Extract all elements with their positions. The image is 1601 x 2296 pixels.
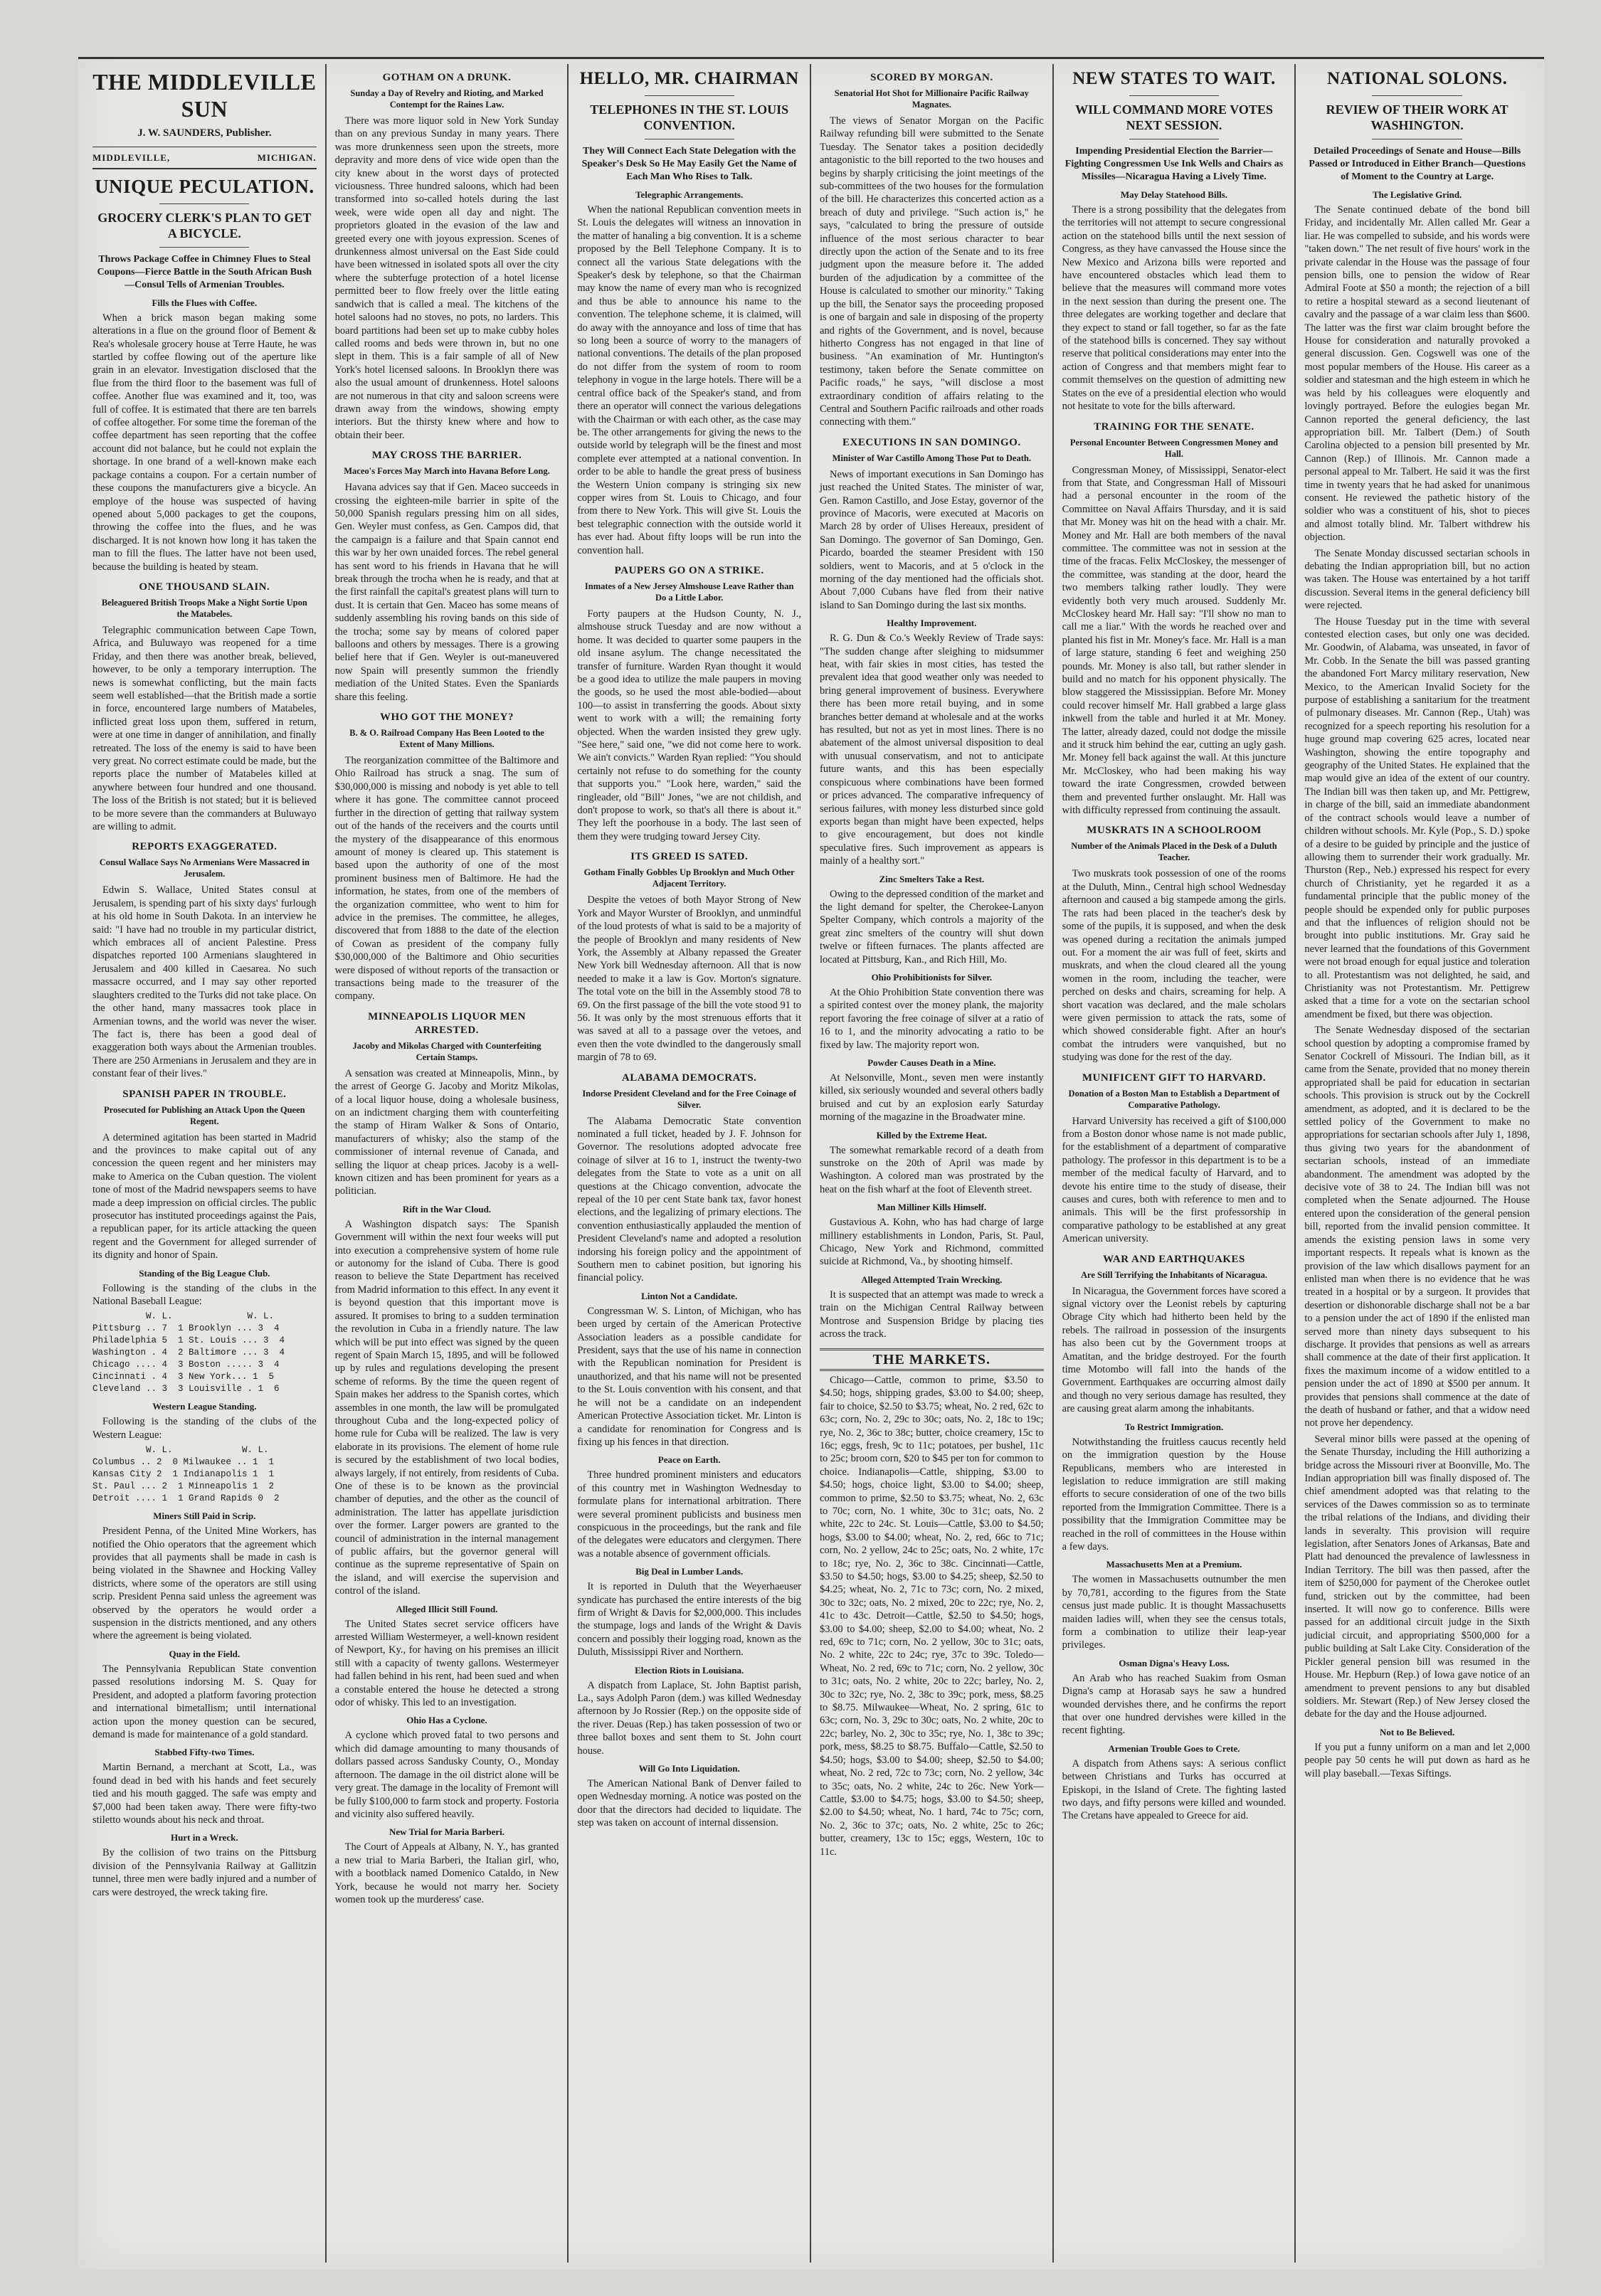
section-deck: Sunday a Day of Revelry and Rioting, and Marked Contempt for the Raines Law. bbox=[350, 88, 544, 110]
deck: They Will Connect Each State Delegation with the Speaker's Desk So He May Easily Get the Name of Each Man Who Rises to Talk. bbox=[581, 146, 797, 182]
section-heading: TRAINING FOR THE SENATE. bbox=[1094, 420, 1254, 433]
article-paragraph: Three hundred prominent ministers and educators of this country met in Washington Wednesday to formulate plans for international arbitration. There were several prominent publicists and business men conspicuous in the proceedings, but the rank and file of the delegates were educators and clergymen. There was a notable absence of government officials. bbox=[577, 1469, 801, 1560]
column-1 bbox=[84, 64, 327, 2263]
article-paragraph: There was more liquor sold in New York Sunday than on any previous Sunday in many years. There was more drunkenness seen upon the streets, more depravity and more dens of vice wide open than the city knew about in the worst days of protected viciousness. Three hundred saloons, which had been transformed into so-called hotels during the last week, were wide open all day and night. The proprietors gloated in the evasion of the law and greeted every one with joyous expression. Scenes of drunkenness almost universal on the East Side could have been witnessed in isolated spots all over the city where the subterfuge protection of a hotel license permitted beer to flow freely over the little eating sandwich that is called a meal. The kitchens of the hotel saloons had no stoves, no pots, no larders. This board partitions had been set up to make cubby holes called rooms and beds were thrown in, but no one slept in them. This is a fair sample of all of New York's hotel licensed saloons. In Brooklyn there was also the usual amount of drunkenness. Hotel saloons are not numerous in that city and saloon screens were drawn away from the windows, showing empty interiors. But the thirsty knew where and how to obtain their beer. bbox=[334, 115, 559, 441]
section-heading: Healthy Improvement. bbox=[887, 618, 977, 629]
section-heading: Massachusetts Men at a Premium. bbox=[1106, 1559, 1242, 1570]
section-heading: GOTHAM ON A DRUNK. bbox=[382, 72, 512, 83]
subheadline: WILL COMMAND MORE VOTES NEXT SESSION. bbox=[1075, 102, 1273, 132]
newspaper-name: THE MIDDLEVILLE SUN bbox=[93, 69, 317, 122]
section-deck: Personal Encounter Between Congressmen Money and Hall. bbox=[1069, 437, 1279, 459]
section-heading: Osman Digna's Heavy Loss. bbox=[1119, 1657, 1230, 1668]
section-deck: Jacoby and Mikolas Charged with Counterfeiting Certain Stamps. bbox=[352, 1040, 541, 1062]
section-deck: Beleaguered British Troops Make a Night Sortie Upon the Matabeles. bbox=[101, 597, 307, 619]
article-paragraph: Congressman W. S. Linton, of Michigan, who has been urged by certain of the American Protective Association leaders as a possible candidate for President, says that the use of his name in connection with the Republican nomination for President is unauthorized, and that his name will not be presented to the St. Louis convention with his consent, and that he will not be a candidate on an independent American Protective Association ticket. Mr. Linton is a candidate for renomination for Congress and is fixing up his fences in that direction. bbox=[577, 1305, 801, 1448]
article-paragraph: Two muskrats took possession of one of the rooms at the Duluth, Minn., Central high school Wednesday afternoon and caused a big stampede among the girls. The rats had been placed in the teacher's desk by some of the pupils, it is supposed, and when the desk was opened during a recitation the animals jumped out. For a moment the air was full of feet, skirts and muskrats, and when the cloud cleared all the young women in the room, including the teacher, were perched on desks and chairs, screaming for help. A short vacation was declared, and the male scholars were given permission to attack the rats, some of which showed considerable fight. After an hour's combat the intruders were vanquished, but no studying was done for the rest of the day. bbox=[1062, 868, 1286, 1064]
section-heading: Ohio Has a Cyclone. bbox=[406, 1715, 487, 1726]
section-heading: Western League Standing. bbox=[152, 1401, 257, 1412]
article-paragraph: Harvard University has received a gift of $100,000 from a Boston donor whose name is not made public, for the establishment of a department of comparative pathology. The professor in this department is to be a member of the medical faculty of Harvard, and to devote his entire time to the study of disease, their causes and cures, both with reference to men and to animals. This will be the first professorship in comparative pathology to be established at any great American university. bbox=[1062, 1115, 1286, 1245]
article-paragraph: The House Tuesday put in the time with several contested election cases, but only one was decided. Mr. Goodwin, of Alabama, was unseated, in favor of Mr. Cobb. In the Senate the bill was passed granting the abandoned Fort Marcy military reservation, New Mexico, to the American Invalid Society for the purpose of establishing a sanitarium for the treatment of pulmonary diseases. Mr. Cannon (Rep., Utah) was recognized for a speech reporting his resolution for a huge ground map covering 625 acres, located near Washington, showing the entire topography and geography of the United States. He explained that the map would give an idea of the extent of our country. The Indian bill was then taken up, and Mr. Pettigrew, in charge of the bill, said an immediate abandonment of the contract schools would leave a number of children without schools. Mr. Kyle (Pop., S. D.) spoke of a desire to be guided by principle and the justice of allowing them to surrender their work gradually. Mr. Thurston (Rep., Neb.) expressed his respect for every church of Christianity, yet he regarded it as a fundamental principle that the public money of the people should be expended only for public purposes and that the influences of religion should not be brought into public institutions. Mr. Gray said he never learned that the foundations of this Government were not broad enough for equal justice and toleration to all. Protestantism was not delighted, he said, and Christianity was not Protestantism. Mr. Pettigrew asked that a time for a vote on the sectarian school amendment be fixed, but there was objection. bbox=[1304, 615, 1530, 1020]
article-paragraph: The reorganization committee of the Baltimore and Ohio Railroad has struck a snag. The sum of $30,000,000 is missing and nobody is yet able to tell where it has gone. The committee cannot proceed further in the direction of getting that railway system out of the hands of the receivers and the courts until the mystery of the disappearance of this enormous amount of money is cleared up. This statement is based upon the authority of one of the most prominent business men of Baltimore. He had the information, he states, from one of the members of the organization committee, who went to him for advice in the premises. The committee, he alleges, discovered that from 1888 to the date of the election of Cowan as president of the company fully $30,000,000 of the Baltimore and Ohio securities were disposed of without reports of the transaction or transactions being made to the treasurer of the company. bbox=[334, 755, 559, 1002]
subheadline: TELEPHONES IN THE ST. LOUIS CONVENTION. bbox=[590, 102, 789, 132]
section-deck: Maceo's Forces May March into Havana Before Long. bbox=[344, 466, 550, 477]
article-paragraph: In Nicaragua, the Government forces have scored a signal victory over the Leonist rebels by capturing Obrage City which had hitherto been held by the rebels. The railroad in possession of the insurgents has also been cut by the Government troops at Amatitan, and the bridge destroyed. For the fourth time Motombo will fall into the hands of the Government. Earthquakes are occurring almost daily and though no very serious damage has resulted, they are causing great alarm among the inhabitants. bbox=[1062, 1285, 1286, 1415]
article-paragraph: News of important executions in San Domingo has just reached the United States. The minister of war, Gen. Ramon Castillo, and Jose Estay, governor of the province of Macoris, were executed at Macoris on March 28 by order of Ulises Hereaux, president of San Domingo. The governor of San Domingo, Gen. Picardo, boarded the steamer President with 150 soldiers, went to Macoris, and at 5 o'clock in the morning of the day mentioned had the officials shot. About 7,000 Cubans have fled from their native island to San Domingo during the last six months. bbox=[819, 468, 1044, 611]
article-paragraph: Several minor bills were passed at the opening of the Senate Thursday, including the Hill authorizing a bridge across the Missouri river at Boonville, Mo. The Indian appropriation bill was finally disposed of. The chief amendment adopted was that relating to the services of the Dawes commission so as to terminate the tribal relations of the Indians, and dividing their lands in severalty. This provision will require legislation, after Senators Jones of Arkansas, Bate and Platt had denounced the prevalence of lawlessness in Indian Territory. The bill was then passed, after the item of $250,000 for payment of the Cherokee outlet fund, stricken out by the committee, had been inserted. It will now go to conference. Bills were passed for an additional circuit judge in the Sixth judicial circuit, and appropriating $500,000 for a public building at Salt Lake City. Consideration of the Pickler general pension bill was resumed in the House. Mr. Hepburn (Rep.) of Iowa gave notice of an amendment to prevent pensions to any but disabled soldiers. Mr. Stewart (Rep.) of New Jersey closed the debate for the day and the House adjourned. bbox=[1304, 1433, 1530, 1720]
section-deck: Minister of War Castillo Among Those Put to Death. bbox=[832, 453, 1031, 463]
column-3 bbox=[569, 64, 811, 2263]
section-deck: Donation of a Boston Man to Establish a Department of Comparative Pathology. bbox=[1068, 1088, 1280, 1110]
headline: HELLO, MR. CHAIRMAN bbox=[579, 69, 799, 88]
article-paragraph: The Senate continued debate of the bond bill Friday, and incidentally Mr. Allen called Mr. Gear a liar. He was compelled to subside, and his words were "taken down." The net result of five hours' work in the private calendar in the House was the passage of four pension bills, one to pension the widow of Rear Admiral Foote at $50 a month; the rejection of a bill to retire a hospital steward as a second lieutenant of cavalry and the passage of a war claim less than $600. The latter was the first war claim brought before the House for consideration and naturally provoked a general discussion. Gen. Cogswell was one of the most popular members of the House. His career as a soldier and statesman and the high esteem in which he was held by his colleagues were eloquently and lovingly portrayed. Before the eulogies began Mr. Cannon reported the general deficiency, the last appropriation bill. Mr. Talbert (Dem.) of South Carolina objected to a pension bill presented by Mr. Cannon (Rep.) of Illinois. Mr. Cannon made a personal appeal to Mr. Talbert. He said it was the first time in twenty years that he had asked for unanimous consent. He reviewed the pathetic history of the soldier who was a constituent of his, shot to pieces and almost totally blind. Mr. Talbert withdrew his objection. bbox=[1304, 204, 1530, 544]
publisher-line: J. W. SAUNDERS, Publisher. bbox=[137, 127, 272, 139]
article-paragraph: It is reported in Duluth that the Weyerhaeuser syndicate has purchased the entire interests of the big firm of Wright & Davis for $2,000,000. This includes the stumpage, logs and lands of the Wright & Davis concern and possibly their logging road, known as the Duluth, Mississippi River and Northern. bbox=[577, 1581, 801, 1658]
article-paragraph: The views of Senator Morgan on the Pacific Railway refunding bill were submitted to the Senate Tuesday. The Senator takes a position decidedly antagonistic to the bill reported to the two houses and begins by sharply criticising the joint meetings of the sub-committees of the two houses for the formulation of the bill. He characterizes this concerted action as a breach of duty and privilege. "Such action is," he says, "calculated to bring the pressure of outside influence of the most serious character to bear directly upon the action of the Senate and to its free judgment upon the measure before it. The added burden of the adjudication by a committee of the House is calculated to smother our minority." Taking up the bill, the Senator says the proceeding proposed is one of bargain and sale in disposing of the property and rights of the Government, and is novel, because hitherto Congress has not engaged in that line of business. "An examination of Mr. Huntington's testimony, taken before the Senate committee on Pacific roads," he says, "will disclose a most extraordinary condition of affairs relating to the Central and Southern Pacific railroads and other roads connecting with them." bbox=[819, 115, 1044, 428]
section-heading: EXECUTIONS IN SAN DOMINGO. bbox=[842, 436, 1021, 448]
section-heading: SPANISH PAPER IN TROUBLE. bbox=[122, 1088, 287, 1100]
article-paragraph: The American National Bank of Denver failed to open Wednesday morning. A notice was posted on the door that the directors had decided to liquidate. The step was taken on account of internal dissension. bbox=[577, 1778, 801, 1829]
section-heading: SCORED BY MORGAN. bbox=[870, 72, 993, 83]
deck: Impending Presidential Election the Barrier—Fighting Congressmen Use Ink Wells and Chairs as Missiles—Nicaragua Having a Lively Time. bbox=[1064, 146, 1284, 182]
headline: NATIONAL SOLONS. bbox=[1326, 69, 1508, 88]
section-heading: Miners Still Paid in Scrip. bbox=[153, 1511, 256, 1522]
article-paragraph: Following is the standing of the clubs in the National Baseball League: bbox=[93, 1282, 317, 1307]
section-deck: Senatorial Hot Shot for Millionaire Pacific Railway Magnates. bbox=[834, 88, 1029, 110]
article-paragraph: Congressman Money, of Mississippi, Senator-elect from that State, and Congressman Hall of Missouri had a personal encounter in the room of the Committee on Naval Affairs Thursday, and it is said that Mr. Money was hit on the head with a chair. Mr. Money and Mr. Hall are both members of the naval committee. The committee was not in session at the time of the fracas. Felix McCloskey, the messenger of the committee, was standing at the door, heard the two members talking rather loudly. They were evidently both very much aroused. Suddenly Mr. McCloskey heard Mr. Hall say: "I'll show no man to call me a liar." With the words he reached over and planted his fist in Mr. Money's face. Mr. Hall is a man of large stature, standing 6 feet and weighing 250 pounds. Mr. Money is also tall, but rather slender in build and no match for his opponent physically. The blow staggered the Mississippian. Before Mr. Money could recover himself Mr. Hall grabbed a large glass inkwell from the table and hurled it at Mr. Money. The latter, already dazed, could not dodge the missile and it struck him behind the ear, cutting an ugly gash. Mr. Money fell back against the wall. At this juncture Mr. McCloskey, who had been making his way toward the irate Congressmen, crowded between them and prevented further onslaught. Mr. Hall was with difficulty repressed from continuing the assault. bbox=[1062, 464, 1286, 817]
section-heading: To Restrict Immigration. bbox=[1124, 1421, 1224, 1432]
section-heading: Telegraphic Arrangements. bbox=[635, 189, 744, 200]
article-paragraph: Despite the vetoes of both Mayor Strong of New York and Mayor Wurster of Brooklyn, and unmindful of the loud protests of what is said to be a majority of the people of Brooklyn and many residents of New York, the Assembly at Albany repassed the Greater New York bill Wednesday afternoon. All that is now needed to make it a law is Gov. Morton's signature. The total vote on the bill in the Assembly stood 78 to 69. On the first passage of the bill the vote stood 91 to 56. It was only by the most strenuous efforts that it was saved at all to a passage over the vetoes, and even then the vote dwindled to the dangerously small margin of 78 to 69. bbox=[577, 894, 801, 1064]
divider bbox=[1129, 95, 1219, 96]
article-paragraph: The Senate Wednesday disposed of the sectarian school question by adopting a compromise framed by Senator Cockrell of Missouri. The Indian bill, as it came from the Senate, provided that no money therein appropriated shall be paid for education in sectarian schools. This provision is struck out by the Cockrell amendment, as adopted, and it is declared to be the settled policy of the Government to make no appropriations for sectarian schools after July 1, 1898, thus giving two years for the abandonment of sectarian schools, instead of an immediate abandonment. The amendment was adopted by the decisive vote of 38 to 24. The Indian bill was not completed when the Senate adjourned. The House entered upon the consideration of the general pension bill, reported from the invalid pension committee. It amends the existing pension laws in some very important respects. It repeals what is known as the provision of the law which disallows payment for an enlisted man when there is no evidence that he was treated in a hospital or by a surgeon. It provides that desertion or dishonorable discharge shall not be a bar to a pension under the act of 1890 if the enlisted man served more than ninety days subsequent to his discharge. It provides that pensions as well as arrears shall commence at the date of their first application. It fixes the maximum income of a widow entitled to a pension under the act of 1890 at $500 per annum. It provides that pensions shall commence at the date of the death of husband or father, and that a widow need not prove her dependency. bbox=[1304, 1025, 1530, 1429]
section-heading: WHO GOT THE MONEY? bbox=[379, 711, 514, 724]
section-heading: Rift in the War Cloud. bbox=[402, 1203, 492, 1215]
article-paragraph: President Penna, of the United Mine Workers, has notified the Ohio operators that the agreement which provides that all payments shall be made in cash is being violated in the Shawnee and Hocking Valley districts, where some of the operators are still using scrip. President Penna said unless the agreement was observed by the operators he would order a suspension in the districts mentioned, and any others where the agreement is being violated. bbox=[93, 1525, 317, 1642]
article-paragraph: Gustavious A. Kohn, who has had charge of large millinery establishments in London, Paris, St. Paul, Chicago, New York and Richmond, committed suicide at Richmond, Va., by shooting himself. bbox=[819, 1217, 1044, 1268]
section-heading: Ohio Prohibitionists for Silver. bbox=[871, 971, 993, 983]
column-4 bbox=[811, 64, 1054, 2263]
deck: Throws Package Coffee in Chimney Flues to Steal Coupons—Fierce Battle in the South African Bush—Consul Tells of Armenian Troubles. bbox=[97, 253, 312, 290]
columns bbox=[84, 64, 1538, 2263]
section-heading: Big Deal in Lumber Lands. bbox=[635, 1566, 744, 1577]
section-heading: Linton Not a Candidate. bbox=[641, 1290, 738, 1301]
headline: NEW STATES TO WAIT. bbox=[1072, 69, 1276, 88]
article-paragraph: When a brick mason began making some alterations in a flue on the ground floor of Bement & Rea's wholesale grocery house at Terre Haute, he was startled by coffee flowing out of the aperture like grain in an elevator. Investigation disclosed that the flue from the third floor to the basement was full of coffee. Another flue was examined and it, too, was full of coffee. It is estimated that there are ten barrels of coffee altogether. For some time the foreman of the coffee department has seen reporting that the coffee account did not balance, but he could not explain the shortage. In one brand of a well-known make each package contains a coupon. For a certain number of these coupons the manufacturers give a bicycle. An employe of the house was suspected of having opened about 5,000 packages to get the coupons, throwing the coffee into the flues, and he was discharged. It is not known how long it has taken the man to fill the flues. The latter have not been used, because the building is heated by steam. bbox=[93, 312, 317, 573]
article-paragraph: The Alabama Democratic State convention nominated a full ticket, headed by J. F. Johnson for Governor. The resolutions adopted advocate free coinage of silver at 16 to 1, instruct the twenty-two delegates from the State to vote as a unit on all questions at the Chicago convention, advocate the repeal of the 10 per cent State bank tax, favor honest elections, and the legalizing of primary elections. The convention enthusiastically applauded the mention of President Cleveland's name and adopted a resolution indorsing his foreign policy and the appointment of Southern men to cabinet position, but ignoring his financial policy. bbox=[577, 1115, 801, 1284]
section-heading: Stabbed Fifty-two Times. bbox=[154, 1747, 255, 1758]
section-heading: May Delay Statehood Bills. bbox=[1120, 189, 1228, 200]
section-heading: ALABAMA DEMOCRATS. bbox=[621, 1072, 757, 1084]
divider bbox=[1372, 95, 1462, 96]
dateline bbox=[93, 147, 317, 164]
article-paragraph: The Senate Monday discussed sectarian schools in debating the Indian appropriation bill, but no action was taken. The House was entertained by a hot tariff discussion. Several items in the general deficiency bill were rejected. bbox=[1304, 547, 1530, 612]
article-paragraph: Forty paupers at the Hudson County, N. J., almshouse struck Tuesday and are now without a home. It was decided to quarter some paupers in the old insane asylum. The change necessitated the transfer of furniture. Warden Ryan thought it would be a good idea to utilize the male paupers in moving the goods, so he used the most able-bodied—about 100—to assist in transferring the goods. About sixty went to work with a will; the remaining forty objected. When the warden insisted they grew ugly. "See here," said one, "we did not come here to work. We ain't convicts." Warden Ryan replied: "You should certainly not refuse to do something for the county that supports you." "Look here, warden," said the ringleader, old "Bill" Jones, "we are not childish, and don't propose to work, so that's all there is about it." They left the poorhouse in a body. The last seen of them they were trudging toward Jersey City. bbox=[577, 608, 801, 842]
article-paragraph: Owing to the depressed condition of the market and the light demand for spelter, the Cherokee-Lanyon Spelter Company, which controls a majority of the great zinc smelters of the country will shut down twelve or fifteen furnaces. The plants affected are located at Pittsburg, Kan., and Rich Hill, Mo. bbox=[819, 888, 1044, 966]
newspaper-page bbox=[78, 57, 1544, 2270]
article-paragraph: At Nelsonville, Mont., seven men were instantly killed, six seriously wounded and several others badly bruised and cut by an explosion early Saturday morning of the magazine in the Broadwater mine. bbox=[819, 1072, 1044, 1123]
divider bbox=[159, 203, 249, 204]
section-heading: Standing of the Big League Club. bbox=[139, 1267, 270, 1279]
article-paragraph: A Washington dispatch says: The Spanish Government will within the next four weeks will put into execution a comprehensive system of home rule or autonomy for the island of Cuba. There is good reason to believe the State Department has received from Madrid information to this effect. In any event it is beyond question that this important move is assured. It promises to bring to a sudden termination the revolution in Cuba in a friendly nature. The law which will be put into effect was signed by the queen regent of Spain March 15, 1895, and will be followed up by rules and regulations developing the present scheme of reforms. By the time the queen regent of Spain makes her address to the Spanish cortes, which assembles in one month, the law will be promulgated throughout Cuba and the long-expected policy of home rule for Cuba will be realized. The law is very elaborate in its provisions. The element of home rule is secured by the establishment of two local bodies, always largely, if not entirely, from residents of Cuba. One of these is to be known as the provincial chamber of deputies, and the other as the council of administration. The latter has appellate jurisdiction over the former. Larger powers are granted to the council of administration in the internal management of public affairs, but the governor general will continue as the supreme representative of Spain on the island, and will exercise the supervision and control of the island. bbox=[334, 1218, 559, 1597]
state: MICHIGAN. bbox=[257, 152, 317, 164]
column-5 bbox=[1054, 64, 1296, 2263]
section-heading: Zinc Smelters Take a Rest. bbox=[879, 873, 985, 884]
masthead bbox=[93, 64, 317, 169]
section-heading: ONE THOUSAND SLAIN. bbox=[139, 581, 270, 593]
section-heading: MINNEAPOLIS LIQUOR MEN ARRESTED. bbox=[368, 1010, 526, 1036]
article-paragraph: R. G. Dun & Co.'s Weekly Review of Trade says: "The sudden change after sleighing to midsummer heat, with fair skies in most cities, has tested the prevalent idea that good weather only was needed to bring general improvement of business. Everywhere there has been more retail buying, and in some branches better demand at wholesale and at the works has resulted, but not as yet in most lines. There is no abatement of the almost universal disposition to deal with unusual conservatism, and not to anticipate future wants, and this has been especially conspicuous where combinations have been formed or prices advanced. The comparative infrequency of serious failures, with money less disturbed since gold exports began than might have been expected, helps to give encouragement, but does not kindle speculative fires. Such improvement as appears is mainly of a healthy sort." bbox=[819, 633, 1044, 867]
article-paragraph: The somewhat remarkable record of a death from sunstroke on the 20th of April was made by Washington. A colored man was prostrated by the heat on the fish wharf at the foot of Eleventh street. bbox=[819, 1144, 1044, 1195]
article-paragraph: The United States secret service officers have arrested William Westermeyer, a well-known resident of Newport, Ky., for having on his premises an illicit still with a capacity of twenty gallons. Westermeyer had fallen behind in his rent, had been sued and when a constable entered the house he detected a strong odor of whisky. This led to an investigation. bbox=[334, 1618, 559, 1709]
section-deck: Number of the Animals Placed in the Desk of a Duluth Teacher. bbox=[1071, 841, 1277, 863]
section-heading: MUNIFICENT GIFT TO HARVARD. bbox=[1082, 1072, 1267, 1084]
section-heading: REPORTS EXAGGERATED. bbox=[132, 841, 278, 853]
article-paragraph: It is suspected that an attempt was made to wreck a train on the Michigan Central Railway between Montrose and Suspension Bridge by placing ties across the track. bbox=[819, 1289, 1044, 1340]
article-paragraph: Following is the standing of the clubs of the Western League: bbox=[93, 1416, 317, 1441]
article-paragraph: At the Ohio Prohibition State convention there was a spirited contest over the money plank, the majority report favoring the free coinage of silver at a ratio of 16 to 1, and the minority advocating a ratio to be fixed by law. The majority report won. bbox=[819, 986, 1044, 1051]
article-paragraph: Martin Bernand, a merchant at Scott, La., was found dead in bed with his hands and feet securely tied and his mouth gagged. The safe was empty and $7,000 had been taken away. There were fifty-two stiletto wounds about his neck and throat. bbox=[93, 1762, 317, 1826]
top-rule bbox=[78, 57, 1544, 59]
section-heading: New Trial for Maria Barberi. bbox=[389, 1826, 505, 1838]
section-deck: Indorse President Cleveland and for the Free Coinage of Silver. bbox=[582, 1088, 796, 1110]
headline: UNIQUE PECULATION. bbox=[95, 175, 315, 197]
article-paragraph: There is a strong possibility that the delegates from the territories will not attempt to secure congressional action on the statehood bills until the next session of Congress, as they have canvassed the House since the New Mexico and Arizona bills were reported and have encountered obstacles which lead them to believe that the measures will command more votes in the next session than during the present one. The three delegates are working together and declare that they expect to stand or fall together, so far as the fate of the statehood bills is concerned. They say without reserve that political considerations may enter into the action of Congress and that members might fear to commit themselves on the question of admitting new States on the eve of a presidential election who would not hesitate to vote for the bills afterward. bbox=[1062, 204, 1286, 413]
article-paragraph: Edwin S. Wallace, United States consul at Jerusalem, is spending part of his sixty days' furlough at his old home in South Dakota. In an interview he said: "I have had no trouble in my particular district, which embraces all of ancient Palestine. Press dispatches reported 100 Armenians slaughtered in Jerusalem and 400 killed in Caesarea. No such massacre occurred, and I may say other reported slaughters credited to the Turks did not take place. On the other hand, many massacres took place in Armenian towns, and the world was never the wiser. The fact is, there has been a good deal of exaggeration both ways about the Armenian troubles. There are 250 Armenians in Jerusalem and they are in constant fear of their lives." bbox=[93, 884, 317, 1080]
article-paragraph: The Pennsylvania Republican State convention passed resolutions indorsing M. S. Quay for President, and adopted a platform favoring protection and international bimetallism; until international action upon the money question can be secured, demand is made for maintenance of a gold standard. bbox=[93, 1663, 317, 1740]
column-2 bbox=[327, 64, 569, 2263]
section-heading: Quay in the Field. bbox=[169, 1648, 241, 1659]
section-heading: MUSKRATS IN A SCHOOLROOM bbox=[1087, 825, 1262, 837]
section-heading: Alleged Illicit Still Found. bbox=[396, 1603, 498, 1614]
section-heading: Powder Causes Death in a Mine. bbox=[867, 1057, 996, 1068]
section-heading: Hurt in a Wreck. bbox=[171, 1832, 238, 1843]
section-heading: PAUPERS GO ON A STRIKE. bbox=[614, 564, 764, 576]
baseball-standings-table: W. L. W. L. Pittsburg .. 7 1 Brooklyn ... 3 4 Philadelphia 5 1 St. Louis ... 3 4 Washington . 4 2 Baltimore ... 3 4 Chicago .... 4 3 Boston ..... 3 4 Cincinnati . 4 3 New York... 1 5 Cleveland .. 3 3 Louisville . 1 6 bbox=[93, 1311, 285, 1395]
western-league-standings-table: W. L. W. L. Columbus .. 2 0 Milwaukee .. 1 1 Kansas City 2 1 Indianapolis 1 1 St. Paul ... 2 1 Minneapolis 1 2 Detroit .... 1 1 Grand Rapids 0 2 bbox=[93, 1445, 280, 1504]
column-6 bbox=[1296, 64, 1538, 2263]
article-paragraph: A dispatch from Laplace, St. John Baptist parish, La., says Adolph Paron (dem.) was killed Wednesday afternoon by Jo Rossier (Rep.) on the opposite side of the river. Deuas (Rep.) has taken possession of two or three ballot boxes and sent them to St. John court house. bbox=[577, 1679, 801, 1757]
section-heading: Election Riots in Louisiana. bbox=[635, 1664, 744, 1676]
article-paragraph: Notwithstanding the fruitless caucus recently held on the immigration question by the House Republicans, members who are interested in legislation to reduce immigration are still making efforts to secure consideration of one of the two bills reported from the Immigration Committee. There is a possibility that the Immigration Committee may be reached in the roll of committees in the House within a few days. bbox=[1062, 1436, 1286, 1552]
section-heading: Armenian Trouble Goes to Crete. bbox=[1108, 1742, 1240, 1754]
article-paragraph: A cyclone which proved fatal to two persons and which did damage amounting to many thousands of dollars passed across Sandusky County, O., Monday afternoon. The damage in the oil district alone will be very great. The damage in the locality of Fremont will be fully $100,000 to farm stock and property. Fostoria and vicinity also suffered heavily. bbox=[334, 1730, 559, 1820]
town: MIDDLEVILLE, bbox=[93, 152, 171, 164]
markets-heading: THE MARKETS. bbox=[820, 1348, 1044, 1371]
article-paragraph: A dispatch from Athens says: A serious conflict between Christians and Turks has occurred at Episkopi, in the Island of Crete. The fighting lasted two days, and fifty persons were killed and wounded. The Cretans have appealed to Greece for aid. bbox=[1062, 1757, 1286, 1822]
section-heading: ITS GREED IS SATED. bbox=[630, 851, 749, 863]
article-paragraph: The Court of Appeals at Albany, N. Y., has granted a new trial to Maria Barberi, the Italian girl, who, with a bootblack named Domenico Cataldo, in New York, because he would not marry her. Society women took up the murderess' case. bbox=[334, 1841, 559, 1905]
section-heading: Will Go Into Liquidation. bbox=[638, 1763, 740, 1774]
article-paragraph: By the collision of two trains on the Pittsburg division of the Pennsylvania Railway at Gallitzin tunnel, three men were badly injured and a number of cars were destroyed, the wreck taking fire. bbox=[93, 1847, 317, 1898]
article-paragraph: An Arab who has reached Suakim from Osman Digna's camp at Horasab says he saw a hundred wounded dervishes there, and he confirms the report that over one hundred dervishes were killed in the recent fighting. bbox=[1062, 1672, 1286, 1737]
section-heading: MAY CROSS THE BARRIER. bbox=[371, 450, 522, 462]
section-heading: Alleged Attempted Train Wrecking. bbox=[861, 1274, 1003, 1285]
section-heading: Not to Be Believed. bbox=[1379, 1726, 1455, 1737]
subheadline: REVIEW OF THEIR WORK AT WASHINGTON. bbox=[1326, 102, 1508, 132]
section-deck: Prosecuted for Publishing an Attack Upon the Queen Regent. bbox=[104, 1104, 305, 1126]
section-deck: Gotham Finally Gobbles Up Brooklyn and Much Other Adjacent Territory. bbox=[583, 867, 795, 889]
markets-report: Chicago—Cattle, common to prime, $3.50 to $4.50; hogs, shipping grades, $3.00 to $4.00; sheep, fair to choice, $2.50 to $3.75; wheat, No. 2 red, 62c to 63c; corn, No. 2, 29c to 30c; oats, No. 2, 18c to 19c; rye, No. 2, 36c to 38c; butter, choice creamery, 15c to 16c; eggs, fresh, 9c to 11c; potatoes, per bushel, 11c to 25c; broom corn, $20 to $45 per ton for common to choice. Indianapolis—Cattle, shipping, $3.00 to $4.50; hogs, choice light, $3.00 to $4.00; sheep, common to prime, $2.50 to $3.75; wheat, No. 2, 63c to 70c; corn, No. 1 white, 30c to 31c; oats, No. 2 white, 22c to 24c. St. Louis—Cattle, $3.00 to $4.50; hogs, $3.00 to $4.00; wheat, No. 2, red, 66c to 71c; corn, No. 2 yellow, 24c to 25c; oats, No. 2 white, 17c to 18c; rye, No. 2, 36c to 38c. Cincinnati—Cattle, $3.50 to $4.50; hogs, $3.00 to $4.25; sheep, $2.50 to $4.25; wheat, No. 2, 71c to 73c; corn, No. 2 mixed, 30c to 32c; oats, No. 2 mixed, 20c to 22c; rye, No. 2, 41c to 43c. Detroit—Cattle, $2.50 to $4.50; hogs, $3.00 to $4.00; sheep, $2.00 to $4.00; wheat, No. 2 red, 69c to 71c; corn, No. 2 yellow, 30c to 31c; oats, No. 2 white, 22c to 24c; rye, 37c to 39c. Toledo—Wheat, No. 2 red, 69c to 71c; corn, No. 2 yellow, 30c to 31c; oats, No. 2 white, 20c to 22c; barley, No. 2, 30c to 32c; rye, No. 2, 38c to 39c; pork, mess, $8.25 to $8.75. Milwaukee—Wheat, No. 2 spring, 61c to 63c; corn, No. 3, 29c to 30c; oats, No. 2 white, 20c to 22c; barley, No. 2, 30c to 35c; rye, No. 1, 38c to 39c; pork, mess, $8.25 to $8.75. Buffalo—Cattle, $2.50 to $4.50; hogs, $3.00 to $4.00; sheep, $2.50 to $4.00; wheat, No. 2 red, 72c to 73c; corn, No. 2 yellow, 34c to 35c; oats, No. 2 white, 24c to 26c. New York—Cattle, $3.00 to $4.75; hogs, $3.00 to $4.50; sheep, $2.00 to $4.50; wheat, No. 1 hard, 74c to 75c; corn, No. 2, 36c to 37c; oats, No. 2 white, 25c to 26c; butter, creamery, 13c to 15c; eggs, Western, 10c to 11c. bbox=[819, 1374, 1044, 1858]
section-heading: Peace on Earth. bbox=[657, 1454, 721, 1466]
article-paragraph: The women in Massachusetts outnumber the men by 70,781, according to the figures from the State census just made public. It is thought Massachusetts maiden ladies will, when they see the census totals, form a combination to utilize their leap-year privileges. bbox=[1062, 1574, 1286, 1651]
section-heading: The Legislative Grind. bbox=[1373, 189, 1462, 200]
section-deck: Inmates of a New Jersey Almshouse Leave Rather than Do a Little Labor. bbox=[584, 581, 794, 603]
section-heading: WAR AND EARTHQUAKES bbox=[1103, 1253, 1245, 1265]
divider bbox=[645, 95, 734, 96]
article-paragraph: When the national Republican convention meets in St. Louis the delegates will witness an innovation in the matter of hanaling a big convention. It is a scheme proposed by the Bell Telephone Company. It is to connect all the various State delegations with the Speaker's desk by telephone, so that the Chairman may know the name of every man who is recognized and thus be able to announce his name to the convention. The telephone scheme, it is claimed, will do away with the annoyance and loss of time that has so long been a source of worry to the managers of national conventions. The details of the plan proposed do not differ from the system of room to room telephony in vogue in the large hotels. There will be a central office back of the Speaker's stand, and from there an operator will connect the various delegations with the Chairman or with each other, as the case may be. The other arrangements for giving the news to the outside world by telegraph will be the finest and most complete ever attempted at a national convention. In order to be able to handle the great press of business the Western Union company is stringing six new copper wires from St. Louis to Chicago, and four from there to New York. This will give St. Louis the best telegraphic connection with the outside world it has ever had. About fifty loops will be run into the convention hall. bbox=[577, 204, 801, 556]
article-paragraph: If you put a funny uniform on a man and let 2,000 people pay 50 cents he will put down as hard as he will play baseball.—Texas Siftings. bbox=[1304, 1741, 1530, 1779]
article-paragraph: A sensation was created at Minneapolis, Minn., by the arrest of George G. Jacoby and Moritz Mikolas, of a local liquor house, doing a wholesale business, on an indictment charging them with counterfeiting the stamp of Hiram Walker & Sons of Ontario, manufacturers of whisky; also the stamp of the commissioner of internal revenue of Canada, and selling the liquor at cheap prices. Jacoby is a well-known citizen and has been prominent for years as a politician. bbox=[334, 1067, 559, 1197]
divider bbox=[159, 247, 249, 248]
section-deck: Are Still Terrifying the Inhabitants of Nicaragua. bbox=[1081, 1269, 1267, 1280]
section-deck: Consul Wallace Says No Armenians Were Massacred in Jerusalem. bbox=[99, 857, 310, 879]
section-heading: Fills the Flues with Coffee. bbox=[152, 297, 258, 308]
article-paragraph: Havana advices say that if Gen. Maceo succeeds in crossing the eighteen-mile barrier in spite of the 50,000 Spanish regulars pressing him on all sides, Gen. Weyler must confess, as Gen. Campos did, that the campaign is a failure and that Spain cannot end this war by her own unaided forces. The rebel general has sent word to his friends in Havana that he will break through the trocha when he is ready, and that at the first rainfall the capital's greatest plans will turn to dust. It is certain that Gen. Maceo has some means of suddenly assembling his roving bands on this side of the trocha; some say by means of colored paper balloons and others by messages. There is a growing belief here that if Gen. Weyler is out-maneuvered now Spain will presently summon the friendly mediation of the United States. Even the Spaniards share this feeling. bbox=[334, 482, 559, 703]
section-heading: Man Milliner Kills Himself. bbox=[877, 1202, 987, 1213]
deck: Detailed Proceedings of Senate and House—Bills Passed or Introduced in Either Branch—Questions of Moment to the Country at Large. bbox=[1309, 146, 1526, 182]
article-paragraph: Telegraphic communication between Cape Town, Africa, and Buluwayo was reopened for a time Friday, and then there was another break, believed, however, to be only a temporary interruption. The news is somewhat conflicting, but the main facts seem well established—that the British made a sortie in force, encountered large numbers of Matabeles, inflicted great loss upon them, suffered in return, were at one time in danger of annihilation, and finally retreated. The loss of the enemy is said to have been very great. No correct estimate could be made, but the reports place the number of Matabeles killed at anywhere between four hundred and one thousand. The loss of the British is not stated; but it is believed to be more severe than the commanders at Buluwayo are willing to admit. bbox=[93, 624, 317, 833]
subheadline: GROCERY CLERK'S PLAN TO GET A BICYCLE. bbox=[97, 210, 312, 240]
section-heading: Killed by the Extreme Heat. bbox=[876, 1129, 987, 1141]
section-deck: B. & O. Railroad Company Has Been Looted to the Extent of Many Millions. bbox=[349, 728, 544, 750]
article-paragraph: A determined agitation has been started in Madrid and the provinces to make capital out of any concession the queen regent and her ministers may make to America on the Cuban question. The violent tone of most of the Madrid newspapers seems to have made a deep impression on official circles. The public prosecutor has instituted proceedings against the Pais, a republican paper, for its article attacking the queen regent and the Government for alleged surrender of its dignity and honor of Spain. bbox=[93, 1131, 317, 1261]
